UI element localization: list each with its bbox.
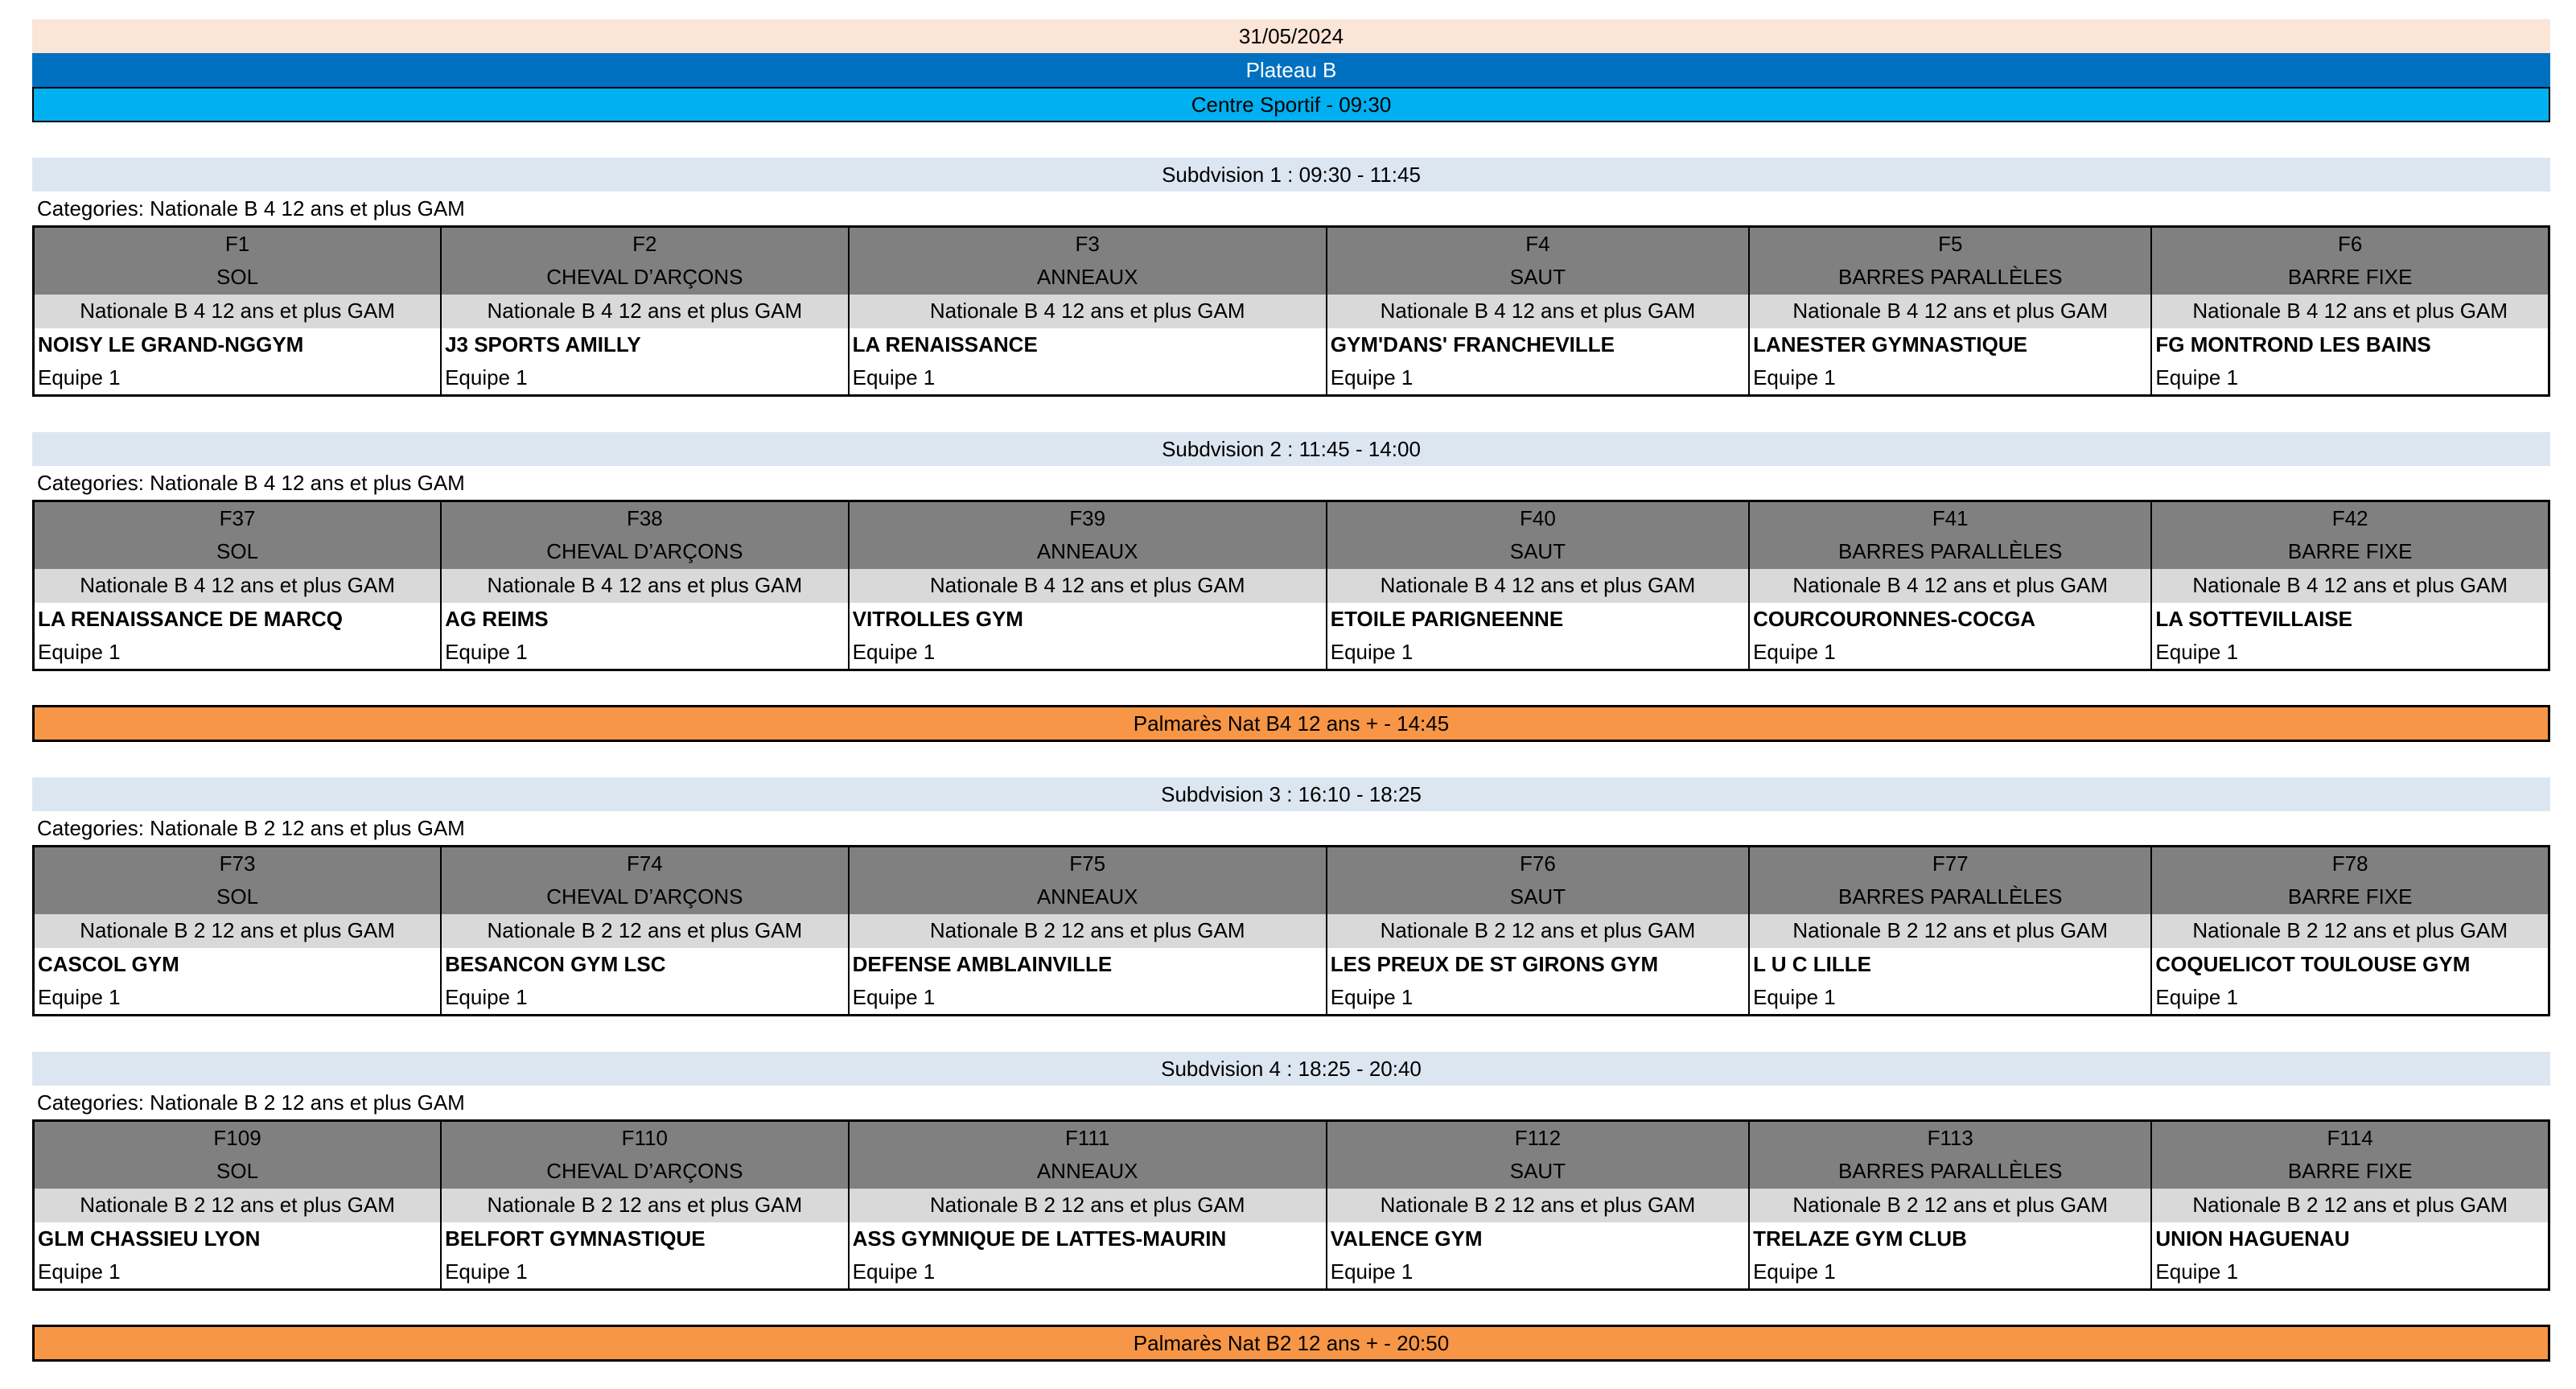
team-label: Equipe 1 [849,1256,1327,1290]
club-name: LES PREUX DE ST GIRONS GYM [1327,948,1749,982]
team-label: Equipe 1 [2151,637,2549,670]
apparatus-name: BARRE FIXE [2151,261,2549,295]
team-label: Equipe 1 [441,637,849,670]
rotation-code: F113 [1749,1121,2151,1155]
apparatus-name: SAUT [1327,1155,1749,1189]
rotation-code: F114 [2151,1121,2549,1155]
club-name: TRELAZE GYM CLUB [1749,1222,2151,1256]
rotation-code: F3 [849,227,1327,261]
table-row [34,637,2549,670]
apparatus-name: CHEVAL D’ARÇONS [441,880,849,914]
team-label: Equipe 1 [441,1256,849,1290]
apparatus-name: ANNEAUX [849,880,1327,914]
table-row [34,603,2549,637]
date-band: 31/05/2024 [32,19,2550,53]
apparatus-name: ANNEAUX [849,261,1327,295]
rotation-code: F37 [34,501,442,535]
team-label: Equipe 1 [38,1259,121,1284]
category-cell: Nationale B 4 12 ans et plus GAM [2151,295,2549,328]
club-name: DEFENSE AMBLAINVILLE [849,948,1327,982]
club-name: BESANCON GYM LSC [441,948,849,982]
table-row [34,847,2549,880]
rotation-code: F41 [1749,501,2151,535]
category-cell: Nationale B 4 12 ans et plus GAM [34,295,442,328]
category-cell: Nationale B 4 12 ans et plus GAM [849,569,1327,603]
apparatus-name: CHEVAL D’ARÇONS [441,535,849,569]
palmares-band: Palmarès Nat B2 12 ans + - 20:50 [32,1325,2550,1362]
apparatus-name: BARRES PARALLÈLES [1749,261,2151,295]
apparatus-name: BARRES PARALLÈLES [1749,880,2151,914]
team-label: Equipe 1 [1327,362,1749,396]
rotation-code: F111 [849,1121,1327,1155]
category-cell: Nationale B 2 12 ans et plus GAM [1327,1189,1749,1222]
category-cell: Nationale B 2 12 ans et plus GAM [1327,914,1749,948]
category-cell: Nationale B 4 12 ans et plus GAM [34,569,442,603]
club-name: NOISY LE GRAND-NGGYM [38,332,304,357]
venue-band: Centre Sportif - 09:30 [32,87,2550,122]
palmares-band: Palmarès Nat B4 12 ans + - 14:45 [32,705,2550,742]
apparatus-name: SOL [34,535,442,569]
category-cell: Nationale B 4 12 ans et plus GAM [849,295,1327,328]
rotation-code: F4 [1327,227,1749,261]
categories-label: Categories: Nationale B 4 12 ans et plus GAM [37,196,465,221]
category-cell: Nationale B 2 12 ans et plus GAM [2151,914,2549,948]
category-cell: Nationale B 2 12 ans et plus GAM [1749,1189,2151,1222]
apparatus-name: BARRES PARALLÈLES [1749,535,2151,569]
category-cell: Nationale B 2 12 ans et plus GAM [2151,1189,2549,1222]
club-name: AG REIMS [441,603,849,637]
category-cell: Nationale B 2 12 ans et plus GAM [441,914,849,948]
table-row [34,1155,2549,1189]
table-row [34,569,2549,603]
team-label: Equipe 1 [849,362,1327,396]
schedule-blocks [32,158,2550,1362]
rotation-code: F40 [1327,501,1749,535]
table-row [34,362,2549,396]
team-label: Equipe 1 [849,637,1327,670]
categories-label: Categories: Nationale B 2 12 ans et plus GAM [37,816,465,840]
rotation-code: F1 [34,227,442,261]
club-name: ASS GYMNIQUE DE LATTES-MAURIN [849,1222,1327,1256]
team-label: Equipe 1 [38,640,121,665]
club-name: BELFORT GYMNASTIQUE [441,1222,849,1256]
club-name: COQUELICOT TOULOUSE GYM [2151,948,2549,982]
rotation-code: F109 [34,1121,442,1155]
team-label: Equipe 1 [1749,362,2151,396]
apparatus-name: BARRES PARALLÈLES [1749,1155,2151,1189]
team-label: Equipe 1 [38,365,121,390]
club-name: FG MONTROND LES BAINS [2151,328,2549,362]
team-label: Equipe 1 [1749,1256,2151,1290]
table-row [34,1121,2549,1155]
subdivision-title: Subdvision 3 : 16:10 - 18:25 [32,777,2550,811]
apparatus-name: ANNEAUX [849,1155,1327,1189]
subdivision-title: Subdvision 2 : 11:45 - 14:00 [32,432,2550,466]
category-cell: Nationale B 2 12 ans et plus GAM [34,914,442,948]
rotation-code: F77 [1749,847,2151,880]
apparatus-name: CHEVAL D’ARÇONS [441,261,849,295]
table-row [34,501,2549,535]
rotation-code: F112 [1327,1121,1749,1155]
subdivision-section [32,1052,2550,1291]
category-cell: Nationale B 2 12 ans et plus GAM [441,1189,849,1222]
rotation-code: F110 [441,1121,849,1155]
team-label: Equipe 1 [1327,637,1749,670]
team-label: Equipe 1 [38,985,121,1010]
table-row [34,295,2549,328]
rotation-code: F39 [849,501,1327,535]
apparatus-name: ANNEAUX [849,535,1327,569]
category-cell: Nationale B 2 12 ans et plus GAM [1749,914,2151,948]
club-name: UNION HAGUENAU [2151,1222,2549,1256]
table-row [34,948,2549,982]
table-row [34,227,2549,261]
team-label: Equipe 1 [2151,982,2549,1016]
apparatus-name: CHEVAL D’ARÇONS [441,1155,849,1189]
table-row [34,1256,2549,1290]
rotation-code: F38 [441,501,849,535]
apparatus-name: SOL [34,261,442,295]
table-row [34,914,2549,948]
category-cell: Nationale B 4 12 ans et plus GAM [441,295,849,328]
club-name: LA RENAISSANCE [849,328,1327,362]
apparatus-name: BARRE FIXE [2151,1155,2549,1189]
schedule-page [32,19,2550,1362]
subdivision-section [32,158,2550,397]
table-row [34,328,2549,362]
apparatus-name: SOL [34,1155,442,1189]
team-label: Equipe 1 [2151,1256,2549,1290]
club-name: GYM'DANS' FRANCHEVILLE [1327,328,1749,362]
apparatus-name: BARRE FIXE [2151,880,2549,914]
subdivision-title: Subdvision 1 : 09:30 - 11:45 [32,158,2550,192]
table-row [34,1222,2549,1256]
team-label: Equipe 1 [2151,362,2549,396]
table-row [34,982,2549,1016]
club-name: GLM CHASSIEU LYON [38,1226,261,1251]
categories-label: Categories: Nationale B 4 12 ans et plus GAM [37,471,465,495]
team-label: Equipe 1 [849,982,1327,1016]
table-row [34,535,2549,569]
rotation-table [32,845,2550,1016]
club-name: CASCOL GYM [38,952,179,976]
club-name: COURCOURONNES-COCGA [1749,603,2151,637]
category-cell: Nationale B 2 12 ans et plus GAM [849,914,1327,948]
team-label: Equipe 1 [1327,1256,1749,1290]
apparatus-name: SOL [34,880,442,914]
subdivision-section [32,777,2550,1016]
team-label: Equipe 1 [1749,982,2151,1016]
categories-label: Categories: Nationale B 2 12 ans et plus GAM [37,1090,465,1115]
rotation-code: F78 [2151,847,2549,880]
category-cell: Nationale B 2 12 ans et plus GAM [34,1189,442,1222]
club-name: LANESTER GYMNASTIQUE [1749,328,2151,362]
category-cell: Nationale B 4 12 ans et plus GAM [1749,569,2151,603]
team-label: Equipe 1 [1327,982,1749,1016]
team-label: Equipe 1 [1749,637,2151,670]
club-name: LA SOTTEVILLAISE [2151,603,2549,637]
rotation-code: F5 [1749,227,2151,261]
rotation-code: F74 [441,847,849,880]
category-cell: Nationale B 4 12 ans et plus GAM [441,569,849,603]
club-name: J3 SPORTS AMILLY [441,328,849,362]
team-label: Equipe 1 [441,362,849,396]
apparatus-name: SAUT [1327,261,1749,295]
club-name: VITROLLES GYM [849,603,1327,637]
rotation-code: F76 [1327,847,1749,880]
category-cell: Nationale B 2 12 ans et plus GAM [849,1189,1327,1222]
club-name: L U C LILLE [1749,948,2151,982]
team-label: Equipe 1 [441,982,849,1016]
table-row [34,261,2549,295]
table-row [34,880,2549,914]
category-cell: Nationale B 4 12 ans et plus GAM [1327,569,1749,603]
apparatus-name: SAUT [1327,535,1749,569]
apparatus-name: SAUT [1327,880,1749,914]
category-cell: Nationale B 4 12 ans et plus GAM [1327,295,1749,328]
subdivision-title: Subdvision 4 : 18:25 - 20:40 [32,1052,2550,1086]
rotation-code: F42 [2151,501,2549,535]
rotation-code: F6 [2151,227,2549,261]
rotation-table [32,500,2550,671]
apparatus-name: BARRE FIXE [2151,535,2549,569]
club-name: ETOILE PARIGNEENNE [1327,603,1749,637]
category-cell: Nationale B 4 12 ans et plus GAM [1749,295,2151,328]
rotation-code: F2 [441,227,849,261]
rotation-code: F73 [34,847,442,880]
rotation-table [32,225,2550,397]
table-row [34,1189,2549,1222]
club-name: LA RENAISSANCE DE MARCQ [38,607,343,631]
rotation-table [32,1119,2550,1291]
club-name: VALENCE GYM [1327,1222,1749,1256]
category-cell: Nationale B 4 12 ans et plus GAM [2151,569,2549,603]
subdivision-section [32,432,2550,671]
rotation-code: F75 [849,847,1327,880]
plateau-band: Plateau B [32,53,2550,87]
